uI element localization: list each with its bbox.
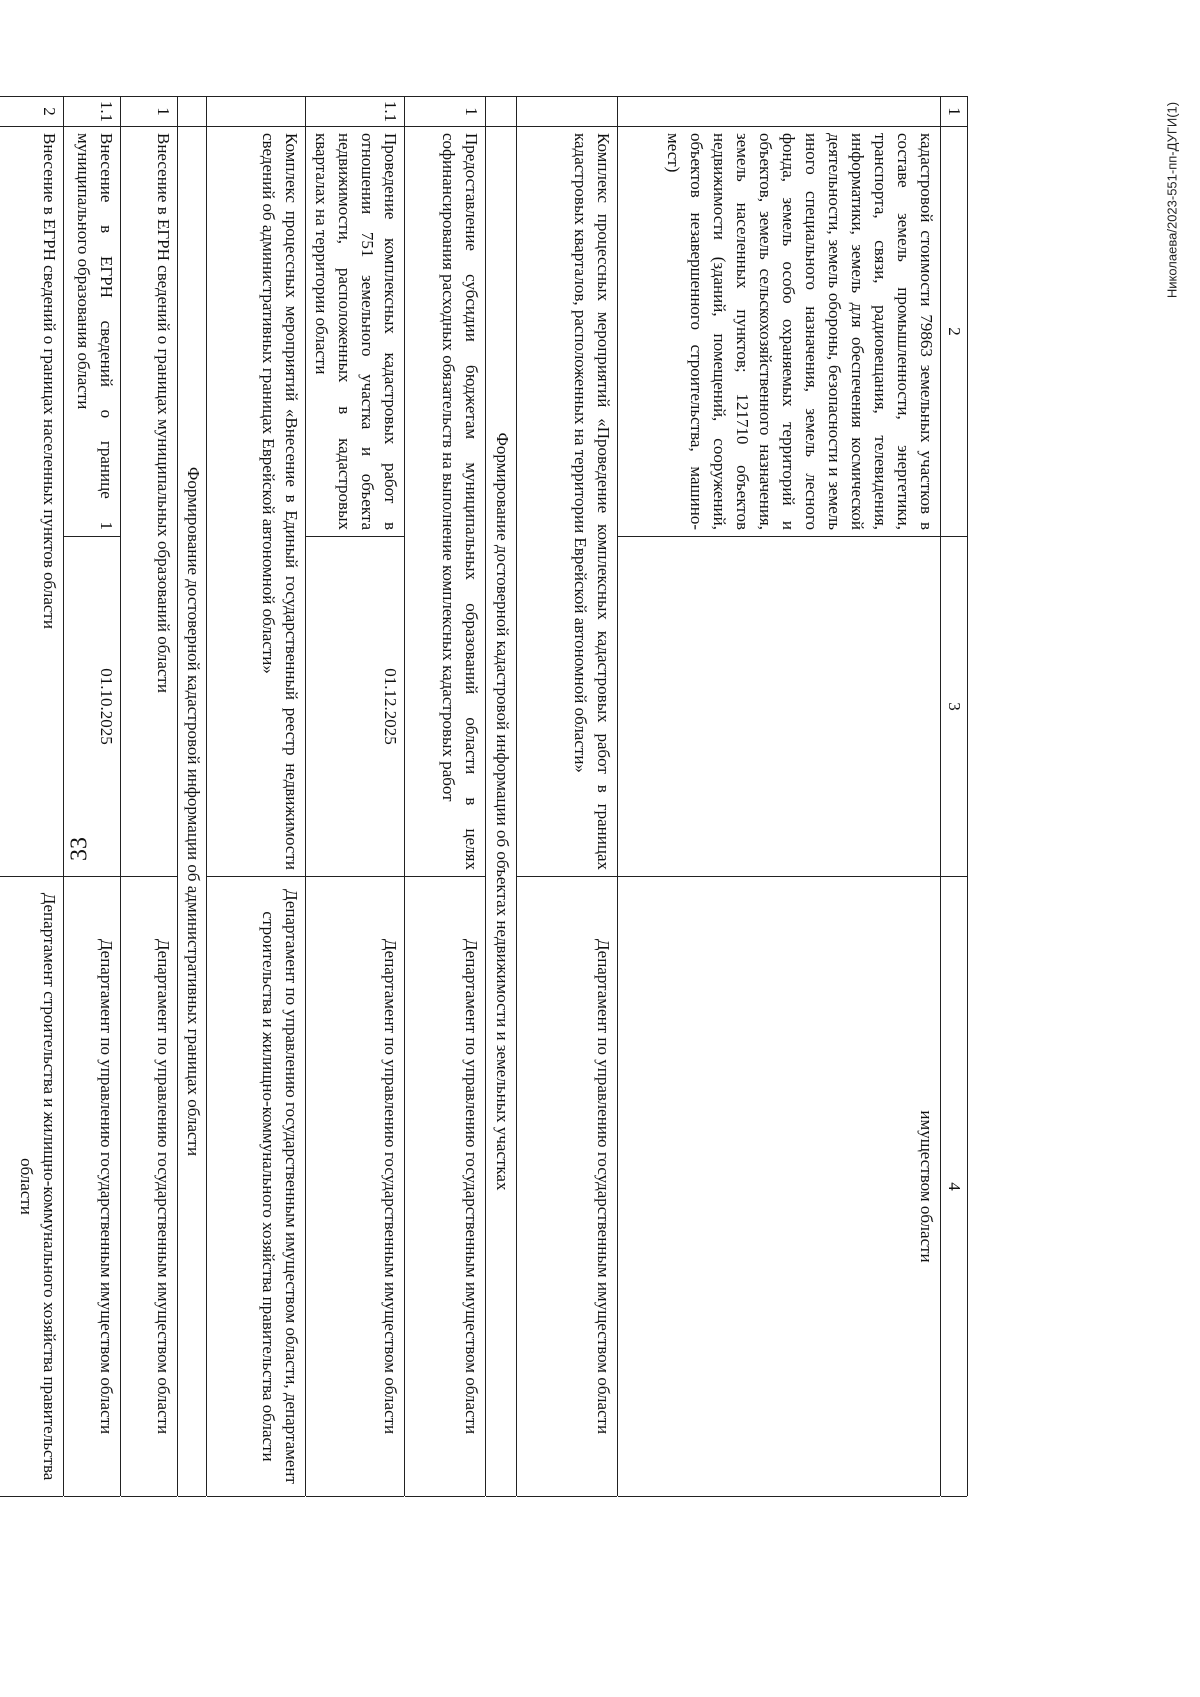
header-col-2: 2 (941, 127, 967, 537)
row-number (517, 97, 617, 127)
row-number: 1.1 (64, 97, 120, 127)
row-responsible: Департамент по управлению государственным имуществом области (517, 877, 617, 1497)
row-number (178, 97, 206, 127)
row-responsible: имуществом области (618, 877, 940, 1497)
table-row (207, 96, 306, 1496)
table-row (618, 96, 941, 1496)
row-number: 1.1 (306, 97, 404, 127)
row-term: 01.10.2025 (64, 537, 120, 877)
row-number: 2 (0, 97, 63, 127)
section-title: Формирование достоверной кадастровой информации об объектах недвижимости и земельных участках (486, 127, 516, 1497)
row-description: Внесение в ЕГРН сведений о границах населенных пунктов области (0, 127, 63, 877)
row-responsible: Департамент по управлению государственным имуществом области (405, 877, 485, 1497)
row-number (207, 97, 305, 127)
row-description: Комплекс процессных мероприятий «Внесение в Единый государственный реестр недвижимости сведений об административных границах Еврейской автономной области» (207, 127, 305, 877)
row-responsible: Департамент по управлению государственным имуществом области, департамент строительства и жилищно-коммунального хозяйства правительства области (207, 877, 305, 1497)
table-header-row (941, 96, 968, 1496)
header-col-3: 3 (941, 537, 967, 877)
row-responsible: Департамент по управлению государственным имуществом области (306, 877, 404, 1497)
row-number (486, 97, 516, 127)
table-row (306, 96, 405, 1496)
section-row (486, 96, 517, 1496)
document-code: Николаева/2023-551-пп-ДУГИ(1) (1164, 101, 1180, 299)
row-term (618, 537, 940, 877)
header-col-4: 4 (941, 877, 967, 1497)
measures-table (0, 96, 968, 1496)
row-description: кадастровой стоимости 79863 земельных участков в составе земель промышленности, энергетики, транспорта, связи, радиовещания, телевидения, информатики, земель для обеспечения космической деятельности, земель обороны, безопасности и земель иного специального назначения, земель лесного фонда, земель особо охраняемых территорий и объектов, земель сельскохозяйственного назначения, земель населенных пунктов; 121710 объектов недвижимости (зданий, помещений, сооружений, объектов незавершенного строительства, машино-мест) (618, 127, 940, 537)
row-number (618, 97, 940, 127)
table-row (64, 96, 121, 1496)
row-description: Внесение в ЕГРН сведений о границах муниципальных образований области (121, 127, 177, 877)
row-description: Комплекс процессных мероприятий «Проведение комплексных кадастровых работ в границах кадастровых кварталов, расположенных на территории Еврейской автономной области» (517, 127, 617, 877)
row-responsible: Департамент по управлению государственным имуществом области (64, 877, 120, 1497)
table-row (405, 96, 486, 1496)
section-row (178, 96, 207, 1496)
page-number: 33 (66, 837, 93, 861)
section-title: Формирование достоверной кадастровой информации об административных границах области (178, 127, 206, 1497)
table-row (0, 96, 64, 1496)
row-description: Проведение комплексных кадастровых работ в отношении 751 земельного участка и объекта недвижимости, расположенных в кадастровых кварталах на территории области (306, 127, 404, 537)
row-number: 1 (121, 97, 177, 127)
row-description: Предоставление субсидии бюджетам муниципальных образований области в целях софинансирования расходных обязательств на выполнение комплексных кадастровых работ (405, 127, 485, 877)
row-responsible: Департамент строительства и жилищно-коммунального хозяйства правительства области (0, 877, 63, 1497)
table-row (517, 96, 618, 1496)
row-term: 01.12.2025 (306, 537, 404, 877)
row-responsible: Департамент по управлению государственным имуществом области (121, 877, 177, 1497)
row-number: 1 (405, 97, 485, 127)
row-description: Внесение в ЕГРН сведений о границе 1 муниципального образования области (64, 127, 120, 537)
table-row (121, 96, 178, 1496)
header-col-1: 1 (941, 97, 967, 127)
